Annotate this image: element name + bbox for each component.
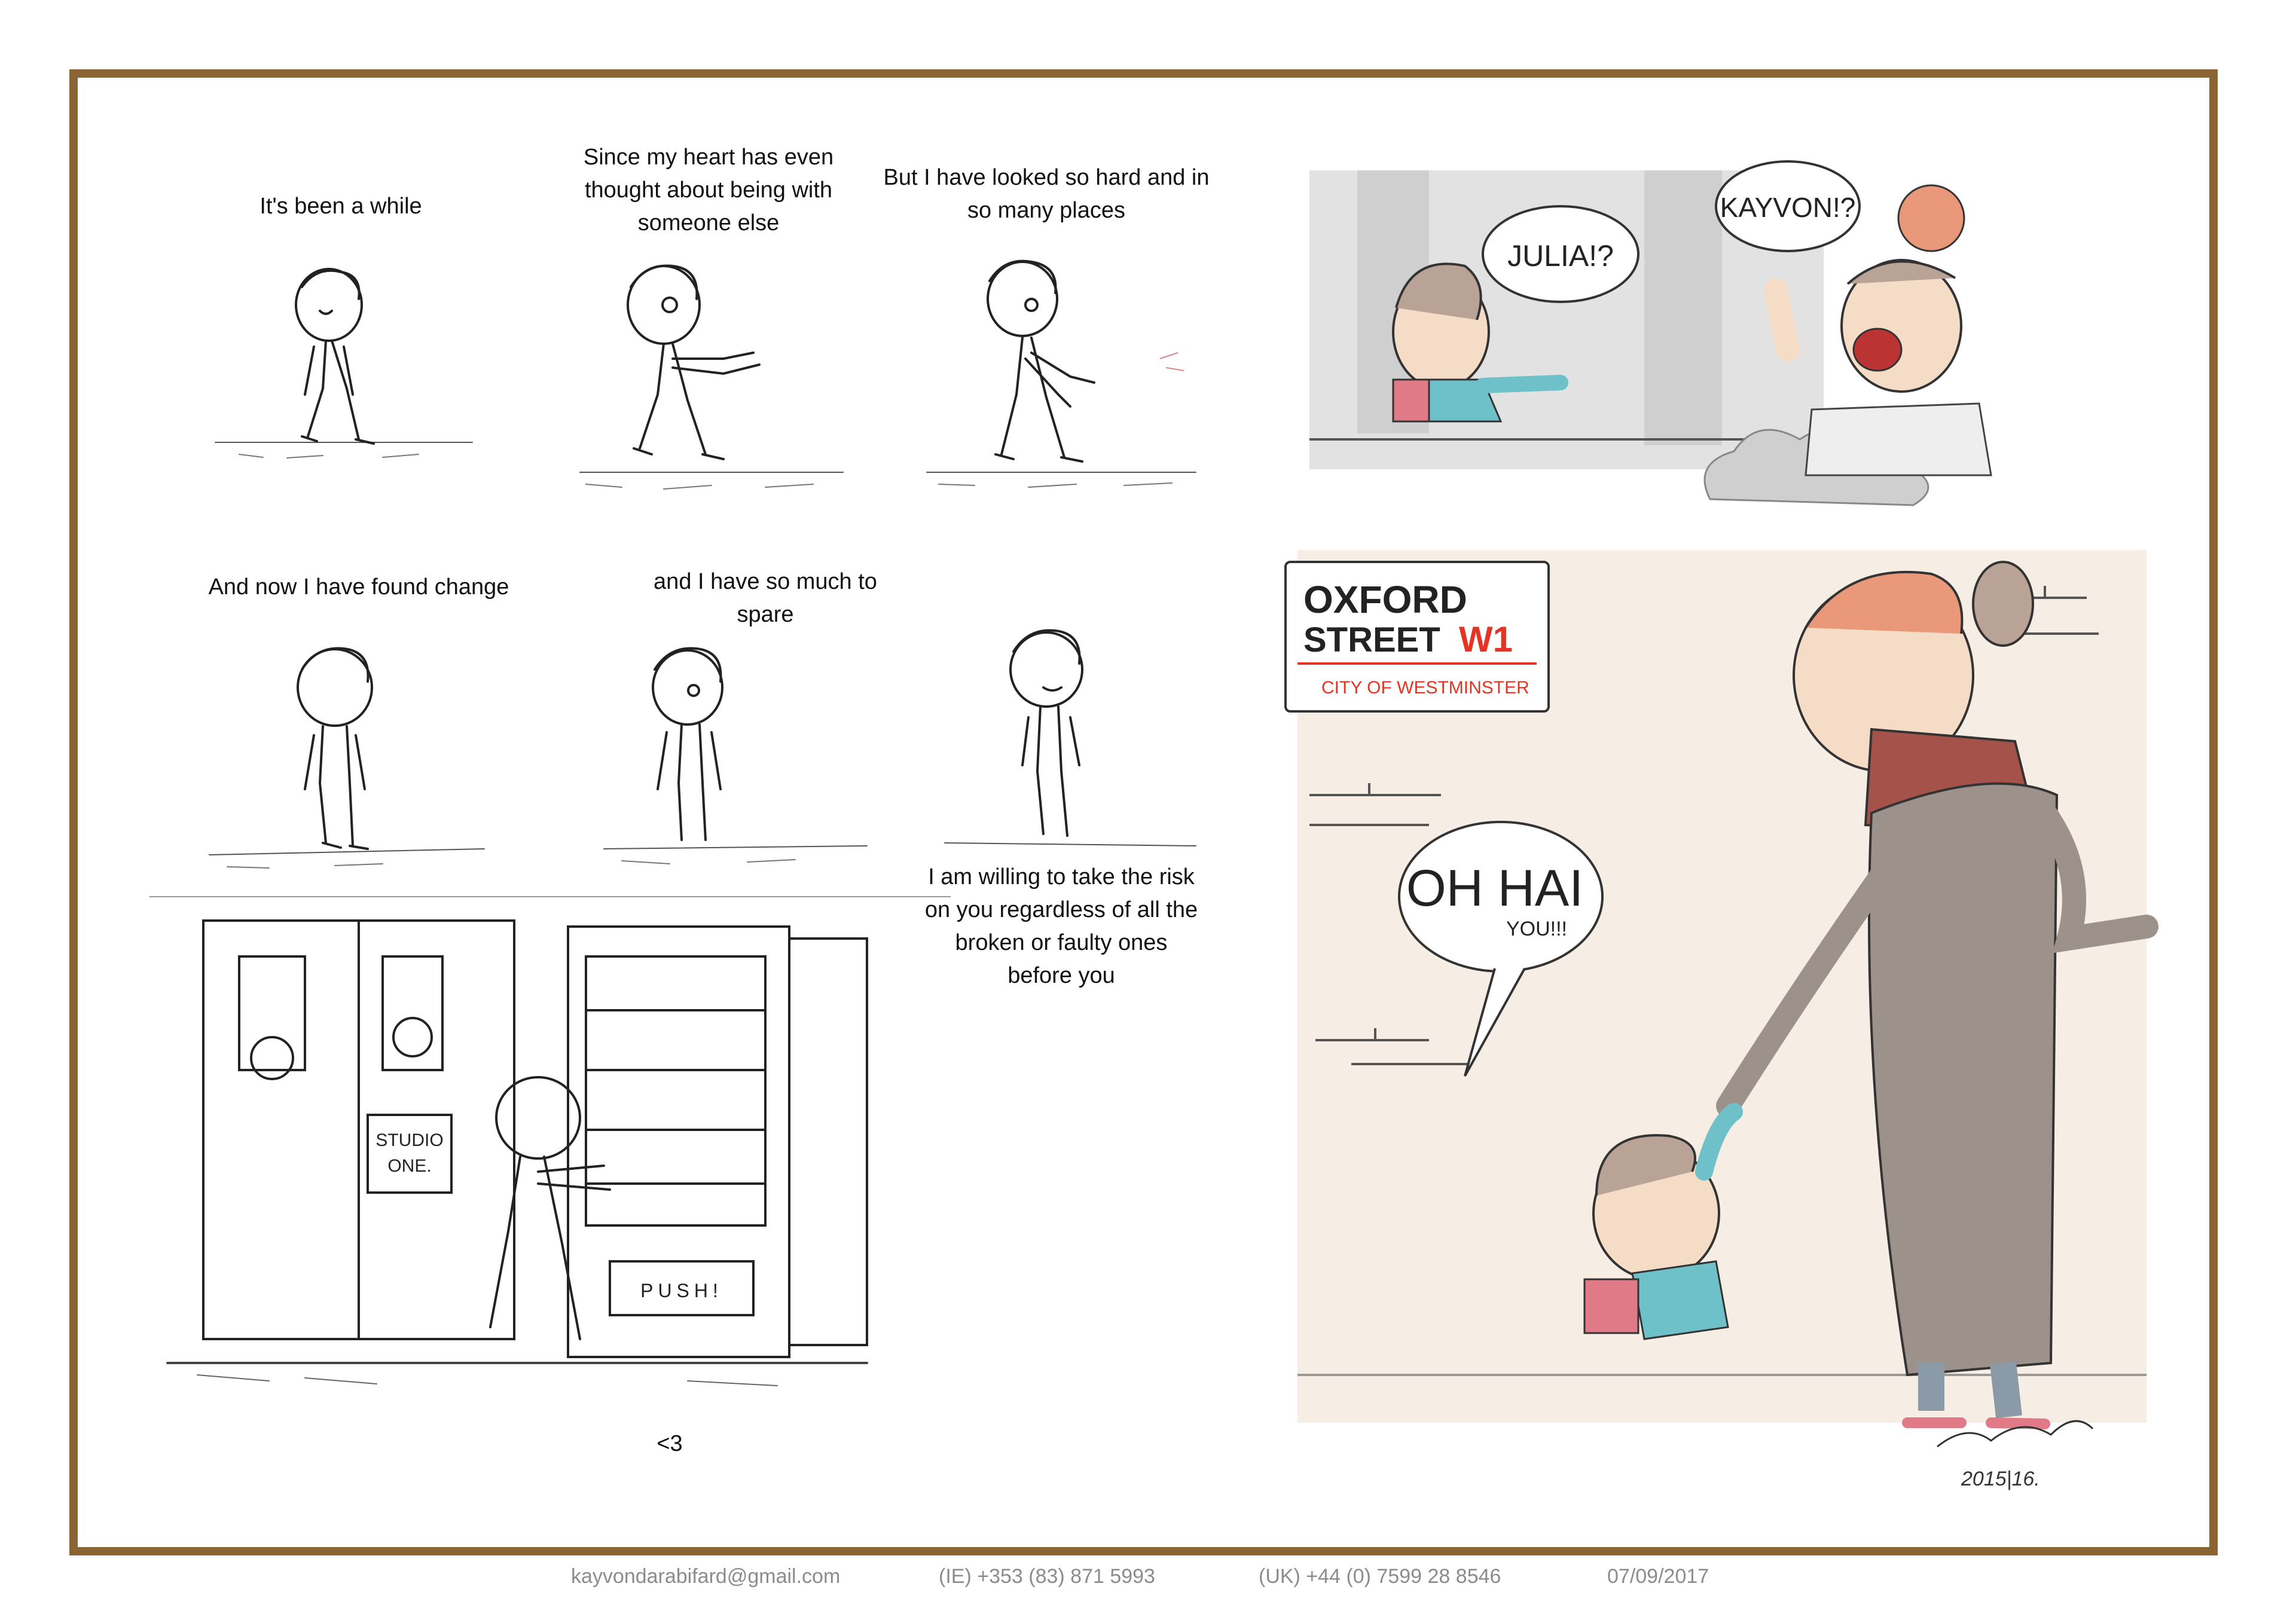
art-oxford-street	[1274, 538, 2170, 1494]
caption-its-been-a-while: It's been a while	[259, 194, 422, 219]
vending-push-label: PUSH!	[640, 1280, 723, 1301]
bubble-you: YOU!!!	[1506, 918, 1568, 940]
sign-w1: W1	[1459, 619, 1513, 659]
sign-city-of-westminster: CITY OF WESTMINSTER	[1321, 678, 1529, 698]
studio-sign-line2: ONE.	[387, 1156, 432, 1176]
studio-sign-line1: STUDIO	[375, 1130, 444, 1150]
sketch-boy-looking	[921, 239, 1208, 508]
sketch-boy-thinking	[598, 622, 873, 885]
caption-found-change: And now I have found change	[208, 574, 509, 600]
caption-heart-emoticon: <3	[657, 1431, 683, 1456]
sketch-boy-walking-1	[203, 251, 484, 508]
footer-uk-phone: (UK) +44 (0) 7599 28 8546	[1259, 1565, 1501, 1588]
bubble-oh-hai: OH HAI	[1406, 860, 1584, 917]
footer-ie-phone: (IE) +353 (83) 871 5993	[939, 1565, 1155, 1588]
sketch-boy-standing-shy	[203, 622, 490, 885]
signature-date: 2015|16.	[1961, 1468, 2040, 1490]
sketch-boy-smiling	[933, 604, 1208, 867]
sign-oxford: OXFORD	[1303, 578, 1467, 621]
sketch-vending-machine-scene	[149, 885, 951, 1399]
sign-street: STREET	[1303, 621, 1440, 659]
caption-willing-to-take-risk: I am willing to take the risk on you regardless of all the broken or faulty ones before you	[924, 864, 1198, 988]
caption-looked-so-hard: But I have looked so hard and in so many places	[883, 165, 1210, 223]
sketch-boy-gesturing	[574, 239, 855, 508]
caption-so-much-to-spare: and I have so much to spare	[654, 569, 877, 627]
caption-since-my-heart: Since my heart has even thought about being with someone else	[583, 145, 834, 236]
art-julia-kayvon-meet	[1286, 152, 2063, 523]
footer-email: kayvondarabifard@gmail.com	[571, 1565, 841, 1588]
bubble-kayvon: KAYVON!?	[1720, 192, 1856, 223]
bubble-julia: JULIA!?	[1507, 239, 1614, 273]
footer-date: 07/09/2017	[1607, 1565, 1709, 1588]
